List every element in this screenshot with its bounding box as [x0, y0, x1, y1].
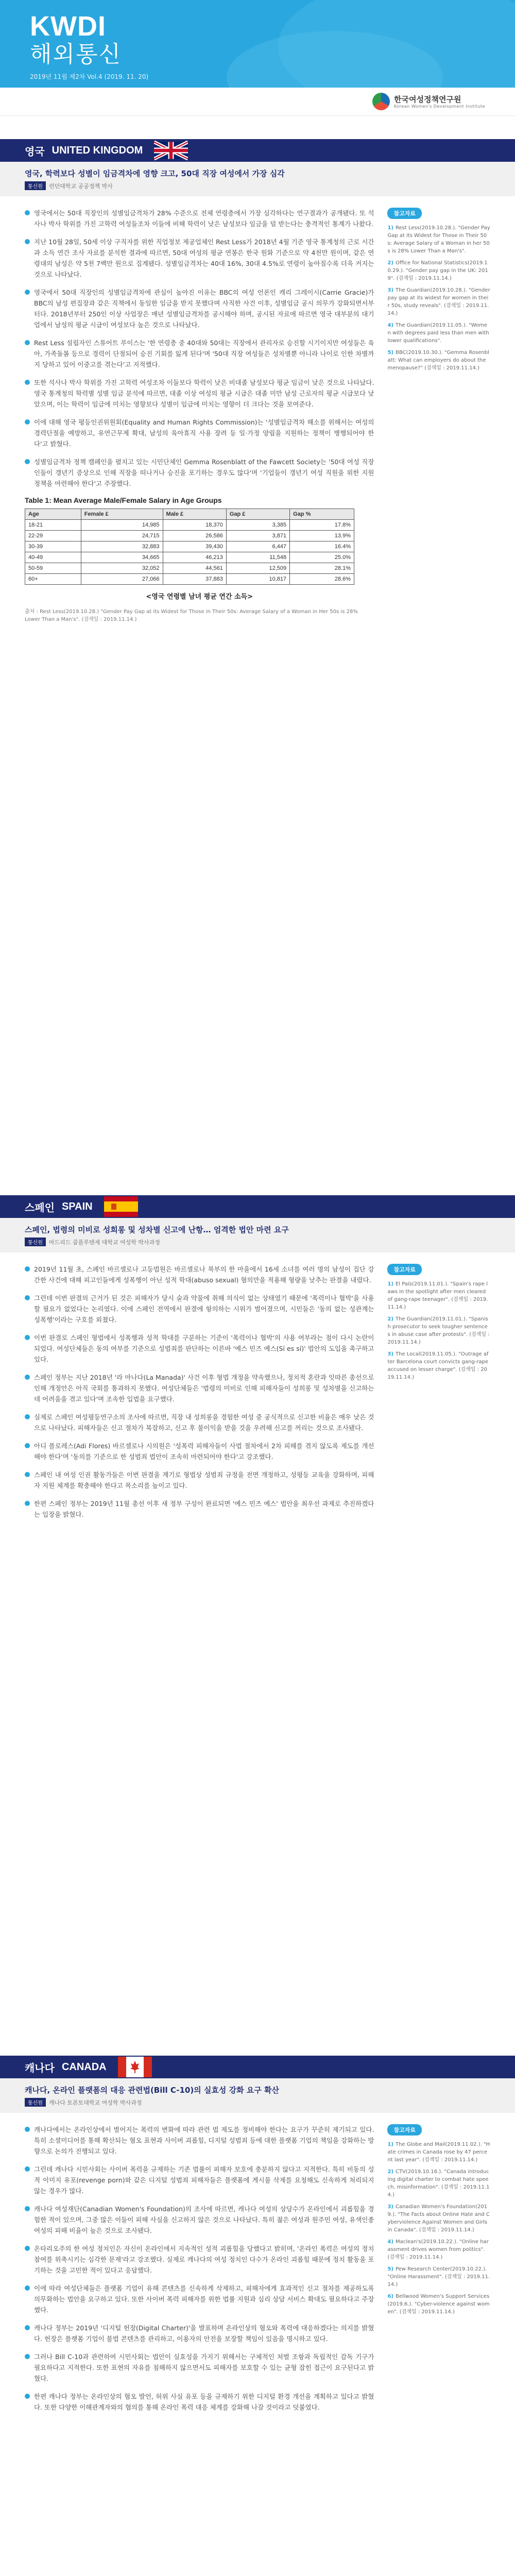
reference-item[interactable]: 2) CTV(2019.10.16.). "Canada introducing digital charter to combat hate speech, misinformation". (검색일 : 2019.11.14.) [387, 2169, 490, 2198]
reference-item[interactable]: 3) Canadian Women's Foundation(2019.). "The Facts about Online Hate and Cyberviolence Against Women and Girls in Canada". (검색일 : 2019.11.14.) [387, 2204, 490, 2233]
paragraph: 또한 석사나 박사 학위를 가진 고학력 여성조차 이들보다 학력이 낮은 비대졸 남성보다 평균 임금이 낮은 것으로 나타났다. 영국 통계청의 학력별 성별 임금 분석에 따르면, 대졸 이상 여성의 평균 시급은 대졸 미만 남성 근로자의 평균 시급보다 낮았으며, 이는 학력이 임금에 미치는 영향보다 성별이 임금에 미치는 영향이 더 크다는 것을 보여준다. [25, 377, 374, 410]
article-headline: 스페인, 법령의 미비로 성희롱 및 성차별 신고에 난항… 엄격한 법안 마련 요구 [25, 1225, 289, 1234]
paragraph: 2019년 11월 초, 스페인 바르셀로나 고등법원은 바르셀로나 북부의 한 마을에서 16세 소녀를 여러 명의 남성이 집단 강간한 사건에 대해 피고인들에게 성폭행이 아닌 성적 학대(abuso sexual) 혐의만을 적용해 형량을 낮추는 판결을 내렸다. [25, 1264, 374, 1285]
author-tag: 통신원 [25, 181, 46, 190]
source-note: 출처 : Rest Less(2019.10.28.) "Gender Pay Gap at its Widest for Those in Their 50s: Average Salary of a Woman in Her 50s is 28% Lower Than a Man's". (검색일 : 2019.11.14.) [25, 609, 358, 622]
reference-item[interactable]: 2) Office for National Statistics(2019.10.29.). "Gender pay gap in the UK: 2019". (검색일 : 2019.11.14.) [387, 260, 488, 281]
author: 마드리드 콤플루텐세 대학교 여성학 박사과정 [48, 1239, 160, 1246]
author-tag: 통신원 [25, 1238, 46, 1246]
salary-table [25, 509, 354, 585]
country-ko: 영국 [25, 145, 45, 158]
paragraph: 캐나다 정부는 2019년 '디지털 헌장(Digital Charter)'을 발표하며 온라인상의 혐오와 폭력에 대응하겠다는 의지를 밝혔다. 헌장은 플랫폼 기업이 불법 콘텐츠를 관리하고, 이용자의 안전을 보장할 책임이 있음을 명시하고 있다. [25, 2323, 374, 2344]
paragraph: 그런데 이번 판결의 근거가 된 것은 피해자가 당시 술과 약물에 취해 의식이 없는 상태였기 때문에 '폭력이나 협박'을 사용할 필요가 없었다는 논리였다. 이에 스페인 전역에서 판결에 항의하는 시위가 벌어졌으며, 시민들은 '동의 없는 성관계는 성폭행'이라는 구호를 외쳤다. [25, 1293, 374, 1325]
reference-item[interactable]: 1) El País(2019.11.01.). "Spain's rape laws in the spotlight after men cleared of gang-rape teenager". (검색일 : 2019.11.14.) [387, 1281, 488, 1310]
table-row: 18-21 14,985 18,370 3,385 17.8% [25, 520, 354, 531]
table-row: 30-39 32,883 39,430 6,447 16.4% [25, 541, 354, 552]
author: 런던대학교 공공정책 박사 [48, 183, 113, 190]
paragraph: 실제로 스페인 여성평등연구소의 조사에 따르면, 직장 내 성희롱을 경험한 여성 중 공식적으로 신고한 비율은 매우 낮은 것으로 나타났다. 피해자들은 신고 절차가 복잡하고, 신고 후 불이익을 받을 것을 우려해 신고를 꺼리는 것으로 조사됐다. [25, 1412, 374, 1433]
paragraph: 그런데 캐나다 시민사회는 사이버 폭력을 규제하는 기존 법률이 피해자 보호에 충분하지 않다고 지적한다. 특히 비동의 성적 이미지 유포(revenge porn)와 같은 디지털 성범죄 피해자들은 플랫폼에 게시물 삭제를 요청해도 신속하게 처리되지 않는 경우가 많다. [25, 2164, 374, 2196]
reference-item[interactable]: 2) The Guardian(2019.11.01.). "Spanish prosecutor to seek tougher sentences in abuse case after protests". (검색일 : 2019.11.14.) [387, 1316, 490, 1345]
country-en: SPAIN [61, 1200, 93, 1212]
logo-icon [372, 93, 390, 110]
author-tag: 통신원 [25, 2098, 46, 2107]
brand [30, 11, 148, 81]
reference-item[interactable]: 3) The Guardian(2019.10.28.). "Gender pay gap at its widest for women in their 50s, study reveals". (검색일 : 2019.11.14.) [387, 287, 490, 316]
brand-subtitle: 해외통신 [30, 41, 122, 67]
paragraph: 지난 10월 28일, 50세 이상 구직자를 위한 직업정보 제공업체인 Rest Less가 2018년 4월 기준 영국 통계청의 근로 시간과 소득 연간 조사 자료를 분석한 결과에 따르면, 50대 여성의 평균 연봉은 한국 원화 기준으로 약 4천만 원이며, 같은 연령대의 남성은 약 5천 7백만 원으로 집계됐다. 성별임금격차는 40대 16%, 30대 4.5%로 연령이 높아질수록 더욱 커지는 것으로 나타났다. [25, 236, 374, 280]
paragraph: 온타리오주의 한 여성 정치인은 자신이 온라인에서 지속적인 성적 괴롭힘을 당했다고 밝히며, '온라인 폭력은 여성의 정치 참여를 위축시키는 심각한 문제'라고 강조했다. 실제로 캐나다의 여성 정치인 다수가 온라인 괴롭힘 때문에 정치 활동을 포기하는 것을 고민한 적이 있다고 응답했다. [25, 2243, 374, 2276]
reference-item[interactable]: 4) Maclean's(2019.10.22.). "Online harassment drives women from politics". (검색일 : 2019.11.14.) [387, 2239, 489, 2260]
article-byline [25, 181, 490, 190]
section-uk [0, 139, 515, 629]
refs-label: 참고자료 [387, 208, 422, 219]
canada-flag-icon [118, 2057, 152, 2077]
reference-item[interactable]: 5) Pew Research Center(2019.10.22.). "Online Harassment". (검색일 : 2019.11.14.) [387, 2266, 490, 2287]
paragraph: 한편 스페인 정부는 2019년 11월 총선 이후 새 정부 구성이 완료되면 '예스 민즈 예스' 법안을 최우선 과제로 추진하겠다는 입장을 밝혔다. [25, 1498, 374, 1520]
org-name-en: Korean Women's Development Institute [394, 104, 485, 109]
reference-item[interactable]: 6) Bellwood Women's Support Services(2019.6.). "Cyber-violence against women". (검색일 : 2019.11.14.) [387, 2294, 490, 2315]
paragraph: 성별임금격차 정책 캠페인을 펼치고 있는 시민단체인 Gemma Rosenblatt of the Fawcett Society는 '50대 여성 직장인들이 갱년기 증상으로 인해 직장을 떠나거나 승진을 포기하는 경우도 많다'며 '기업들이 갱년기 여성 직원을 위한 지원 정책을 마련해야 한다'고 주장했다. [25, 456, 374, 489]
reference-item[interactable]: 4) The Guardian(2019.11.05.). "Women with degrees paid less than men with lower qualifications". [387, 323, 489, 344]
section-canada [0, 2056, 515, 2420]
uk-flag-icon [154, 141, 188, 160]
section-band [0, 139, 515, 162]
paragraph: 이에 대해 영국 평등인권위원회(Equality and Human Rights Commission)는 '성별임금격차 해소를 위해서는 여성의 경력단절을 예방하고, 유연근무제 확대, 남성의 육아휴직 사용 장려 등 일·가정 양립을 지원하는 정책이 병행되어야 한다'고 밝혔다. [25, 417, 374, 449]
article-body [25, 2124, 374, 2420]
table-row: 40-49 34,665 46,213 11,548 25.0% [25, 552, 354, 563]
table-caption: <영국 연령별 남녀 평균 연간 소득> [146, 593, 253, 601]
country-en: CANADA [61, 2061, 107, 2073]
references-sidebar [387, 2124, 490, 2420]
paragraph: 캐나다 여성재단(Canadian Women's Foundation)의 조사에 따르면, 캐나다 여성의 상당수가 온라인에서 괴롭힘을 경험한 적이 있으며, 그중 많은 이들이 피해 사실을 신고하지 않은 것으로 나타났다. 특히 젊은 여성과 원주민 여성, 유색인종 여성의 피해 비율이 높은 것으로 조사됐다. [25, 2204, 374, 2236]
header-bar [0, 88, 515, 116]
country-en: UNITED KINGDOM [52, 144, 143, 156]
article-byline [25, 2098, 490, 2107]
country-ko: 스페인 [25, 1201, 55, 1214]
paragraph: 영국에서 50대 직장인의 성별임금격차에 관심이 높아진 이유는 BBC의 여성 언론인 캐리 그레이시(Carrie Gracie)가 BBC의 남성 편집장과 같은 직책에서 동일한 임금을 받지 못했다며 사직한 사건 이후, 성별임금 공시 의무가 강화되면서부터다. 2018년부터 250인 이상 사업장은 매년 성별임금격차를 공시해야 하며, 공시된 자료에 따르면 영국 대부분의 대기업에서 남성의 평균 시급이 여성보다 높은 것으로 나타났다. [25, 287, 374, 330]
header-banner [0, 0, 515, 88]
spain-flag-icon [104, 1196, 138, 1217]
paragraph: 캐나다에서는 온라인상에서 벌어지는 폭력의 변화에 따라 관련 법 제도를 정비해야 한다는 요구가 꾸준히 제기되고 있다. 특히 소셜미디어를 통해 확산되는 혐오 표현과 사이버 괴롭힘, 디지털 성범죄 등에 대한 플랫폼 기업의 책임을 강화하는 방향으로 논의가 진행되고 있다. [25, 2124, 374, 2157]
reference-item[interactable]: 3) The Local(2019.11.05.). "Outrage after Barcelona court convicts gang-rape accused on lesser charge". (검색일 : 2019.11.14.) [387, 1351, 489, 1380]
table-title: Table 1: Mean Average Male/Female Salary in Age Groups [25, 496, 222, 504]
author: 캐나다 토론토대학교 여성학 박사과정 [48, 2099, 142, 2106]
paragraph: Rest Less 설립자인 스튜어트 루이스는 '한 연령층 중 40대와 50대는 직장에서 관리자로 승진할 시기이지만 여성들은 육아, 가족돌봄 등으로 경력이 단절되어 승진 기회를 잃게 된다'며 '50대 직장 여성들은 성차별뿐 아니라 나이로 인한 차별까지 당하고 있어 이중고를 겪는다'고 지적했다. [25, 337, 374, 370]
article-body [25, 208, 374, 629]
section-band [0, 2056, 515, 2078]
country-ko: 캐나다 [25, 2061, 55, 2074]
paragraph: 영국에서는 50대 직장인의 성별임금격차가 28% 수준으로 전체 연령층에서 가장 심각하다는 연구결과가 공개됐다. 또 석사나 박사 학위를 가진 고학력 여성들조차 이들에 비해 학력이 낮은 남성보다 임금을 덜 받는다는 충격적인 통계가 나왔다. [25, 208, 374, 229]
table-header-row: Age Female £ Male £ Gap £ Gap % [25, 509, 354, 520]
article-headline: 영국, 학력보다 성별이 임금격차에 영향 크고, 50대 직장 여성에서 가장 심각 [25, 169, 285, 178]
references-sidebar [387, 208, 490, 629]
article-header [0, 1218, 515, 1252]
article-header [0, 2078, 515, 2113]
org-logo[interactable] [372, 93, 485, 110]
paragraph: 이에 따라 여성단체들은 플랫폼 기업이 유해 콘텐츠를 신속하게 삭제하고, 피해자에게 효과적인 신고 절차를 제공하도록 의무화하는 법안을 요구하고 있다. 또한 사이버 폭력 피해자를 위한 법률 지원과 심리 상담 서비스 확대도 필요하다고 주장했다. [25, 2283, 374, 2315]
paragraph: 아디 플로레스(Adi Flores) 바르셀로나 시의원은 '성폭력 피해자들이 사법 절차에서 2차 피해를 겪지 않도록 제도를 개선해야 한다'며 '동의를 기준으로 한 성범죄 법안이 조속히 마련되어야 한다'고 강조했다. [25, 1440, 374, 1462]
table-row: 60+ 27,066 37,883 10,817 28.6% [25, 574, 354, 585]
article-byline [25, 1238, 490, 1246]
reference-item[interactable]: 1) The Globe and Mail(2019.11.02.). "Hate crimes in Canada rose by 47 percent last year". (검색일 : 2019.11.14.) [387, 2142, 490, 2163]
paragraph: 이번 판결로 스페인 형법에서 성폭행과 성적 학대를 구분하는 기준이 '폭력이나 협박'의 사용 여부라는 점이 다시 논란이 되었다. 여성단체들은 동의 여부를 기준으로 성범죄를 판단하는 이른바 '예스 민즈 예스(Sí es sí)' 법안의 도입을 촉구하고 있다. [25, 1332, 374, 1365]
refs-label: 참고자료 [387, 2124, 422, 2136]
article-body [25, 1264, 374, 1527]
paragraph: 스페인 정부는 지난 2018년 '라 마나다(La Manada)' 사건 이후 형법 개정을 약속했으나, 정치적 혼란과 잇따른 총선으로 인해 개정안은 아직 국회를 통과하지 못했다. 여성단체들은 '법령의 미비로 인해 피해자들이 성희롱 및 성차별을 신고하는 데 어려움을 겪고 있다'며 조속한 입법을 요구했다. [25, 1372, 374, 1404]
org-name: 한국여성정책연구원 [394, 94, 461, 104]
section-band [0, 1195, 515, 1218]
article-headline: 캐나다, 온라인 플랫폼의 대응 관련법(Bill C-10)의 실효성 강화 요구 확산 [25, 2086, 279, 2095]
paragraph: 그러나 Bill C-10과 관련하여 시민사회는 법안이 실효성을 가지기 위해서는 구체적인 처벌 조항과 독립적인 감독 기구가 필요하다고 지적한다. 또한 표현의 자유를 침해하지 않으면서도 피해자를 보호할 수 있는 균형 잡힌 접근이 요구된다고 밝혔다. [25, 2351, 374, 2384]
table-row: 22-29 24,715 26,586 3,871 13.9% [25, 531, 354, 541]
article-header [0, 162, 515, 196]
references-sidebar [387, 1264, 490, 1527]
issue-info: 2019년 11월 제2차 Vol.4 (2019. 11. 20) [30, 73, 149, 80]
reference-item[interactable]: 1) Rest Less(2019.10.28.). "Gender Pay Gap at its Widest for Those in Their 50s: Average Salary of a Woman in her 50s is 28% Lower Than a Man's". [387, 225, 490, 254]
brand-title: KWDI [30, 11, 106, 42]
table-row: 50-59 32,052 44,561 12,509 28.1% [25, 563, 354, 574]
section-spain [0, 1195, 515, 1527]
refs-label: 참고자료 [387, 1264, 422, 1275]
paragraph: 스페인 내 여성 인권 활동가들은 이번 판결을 계기로 형법상 성범죄 규정을 전면 개정하고, 성평등 교육을 강화하며, 피해자 지원 체계를 확충해야 한다고 목소리를 높이고 있다. [25, 1469, 374, 1491]
reference-item[interactable]: 5) BBC(2019.10.30.). "Gemma Rosenblatt: What can employers do about the menopause?" (검색일 : 2019.11.14.) [387, 350, 489, 371]
paragraph: 한편 캐나다 정부는 온라인상의 혐오 발언, 허위 사실 유포 등을 규제하기 위한 디지털 환경 개선을 계획하고 있다고 밝혔다. 또한 다양한 이해관계자와의 협의를 통해 온라인 폭력 대응 체계를 강화해 나갈 것이라고 덧붙였다. [25, 2391, 374, 2413]
